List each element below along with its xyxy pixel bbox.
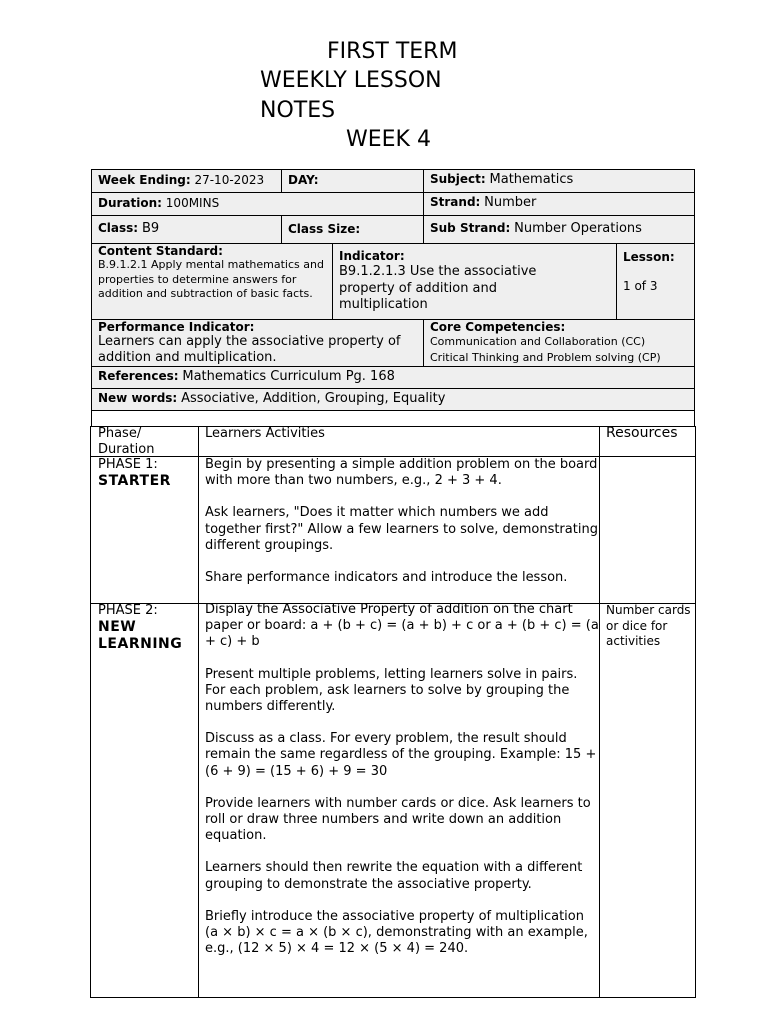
duration-label: Duration: — [98, 196, 162, 210]
phase2-activities — [205, 602, 599, 957]
core-competencies-cell — [423, 320, 696, 366]
phase1-label-cell — [98, 457, 196, 490]
activities-table — [90, 426, 696, 998]
header-row-blank — [91, 410, 695, 427]
new-words-label: New words: — [98, 391, 178, 405]
subject-cell — [423, 170, 696, 192]
header-row-week — [91, 169, 695, 192]
phase2-resources: Number cards or dice for activities — [606, 603, 691, 648]
phase2-paragraph-5: Learners should then rewrite the equation with a different grouping to demonstrate the associative property. — [205, 860, 583, 892]
col-header-resources: Resources — [606, 425, 678, 441]
new-words-cell — [92, 389, 696, 410]
phase2-paragraph-3: Discuss as a class. For every problem, the result should remain the same regardless of the grouping. Example: 15 + (6 + 9) = (15 + 6) + 9 = 30 — [205, 731, 597, 779]
lesson-label: Lesson: — [623, 250, 675, 264]
sub-strand-value: Number Operations — [514, 221, 642, 236]
header-row-references — [91, 366, 695, 388]
subject-value: Mathematics — [489, 172, 574, 187]
phase1-activities — [205, 457, 599, 586]
header-row-standard — [91, 243, 695, 319]
core-competencies-1: Communication and Collaboration (CC) — [430, 335, 646, 348]
strand-label: Strand: — [430, 195, 481, 209]
header-row-duration — [91, 192, 695, 215]
core-competencies-2: Critical Thinking and Problem solving (CP) — [430, 351, 661, 364]
lesson-cell — [616, 244, 696, 319]
references-label: References: — [98, 369, 179, 383]
phase1-paragraph-1: Begin by presenting a simple addition problem on the board with more than two numbers, e.g., 2 + 3 + 4. — [205, 457, 598, 489]
col-header-activities: Learners Activities — [205, 426, 325, 441]
performance-indicator-text: Learners can apply the associative property of addition and multiplication. — [98, 334, 401, 365]
col-header-phase: Phase/ Duration — [98, 426, 155, 457]
week-ending-cell — [92, 170, 281, 192]
header-row-performance — [91, 319, 695, 366]
phase1-paragraph-3: Share performance indicators and introduce the lesson. — [205, 570, 568, 586]
content-standard-text: B.9.1.2.1 Apply mental mathematics and properties to determine answers for addition and subtraction of basic facts. — [98, 258, 324, 301]
content-standard-cell — [92, 244, 332, 319]
phase2-paragraph-2: Present multiple problems, letting learners solve in pairs. For each problem, ask learners to solve by grouping the numbers differently. — [205, 666, 578, 715]
lesson-value: 1 of 3 — [623, 279, 658, 293]
phase1-paragraph-2: Ask learners, "Does it matter which numbers we add together first?" Allow a few learners to solve, demonstrating different groupings. — [205, 505, 598, 553]
references-cell — [92, 367, 696, 388]
title-line-2: WEEKLY LESSON — [260, 68, 442, 93]
phase1-name: STARTER — [98, 473, 171, 489]
column-divider-2 — [599, 427, 600, 997]
title-line-3: NOTES — [260, 98, 336, 123]
phase1-label: PHASE 1: — [98, 457, 158, 472]
content-standard-label: Content Standard: — [98, 244, 223, 258]
duration-value: 100MINS — [165, 196, 220, 210]
phase2-name-2: LEARNING — [98, 636, 183, 652]
header-row-class — [91, 215, 695, 243]
phase2-label: PHASE 2: — [98, 603, 158, 618]
subject-label: Subject: — [430, 172, 486, 186]
day-label: DAY: — [288, 173, 319, 187]
week-ending-value: 27-10-2023 — [194, 173, 265, 187]
day-cell — [281, 170, 423, 192]
phase2-name-1: NEW — [98, 619, 137, 635]
title-line-4: WEEK 4 — [346, 127, 431, 152]
class-cell — [92, 216, 281, 243]
indicator-label: Indicator: — [339, 249, 405, 263]
duration-cell — [92, 193, 423, 215]
phase2-paragraph-1: Display the Associative Property of addition on the chart paper or board: a + (b + c) = (a + b) + c or a + (b + c) = (a + c) + b — [205, 602, 599, 650]
indicator-text: B9.1.2.1.3 Use the associative property of addition and multiplication — [339, 264, 537, 312]
class-size-label: Class Size: — [288, 222, 361, 236]
class-size-cell — [281, 216, 423, 243]
class-label: Class: — [98, 221, 139, 235]
title-line-1: FIRST TERM — [327, 39, 458, 64]
sub-strand-label: Sub Strand: — [430, 221, 511, 235]
new-words-value: Associative, Addition, Grouping, Equality — [181, 391, 446, 406]
class-value: B9 — [141, 221, 160, 236]
phase2-paragraph-4: Provide learners with number cards or dice. Ask learners to roll or draw three numbers and write down an addition equation. — [205, 795, 591, 844]
sub-strand-cell — [423, 216, 696, 243]
performance-indicator-label: Performance Indicator: — [98, 320, 255, 334]
indicator-cell — [332, 244, 616, 319]
core-competencies-label: Core Competencies: — [430, 320, 566, 334]
phase2-paragraph-6: Briefly introduce the associative property of multiplication (a × b) × c = a × (b × c), demonstrating with an example, e.g., (12 × 5) × 4 = 12 × (5 × 4) = 240. — [205, 908, 588, 957]
strand-cell — [423, 193, 696, 215]
strand-value: Number — [484, 195, 537, 210]
phase2-label-cell — [98, 603, 196, 653]
references-value: Mathematics Curriculum Pg. 168 — [182, 369, 395, 384]
header-row-new-words — [91, 388, 695, 410]
performance-indicator-cell — [92, 320, 423, 366]
week-ending-label: Week Ending: — [98, 173, 191, 187]
column-divider-1 — [198, 427, 199, 997]
